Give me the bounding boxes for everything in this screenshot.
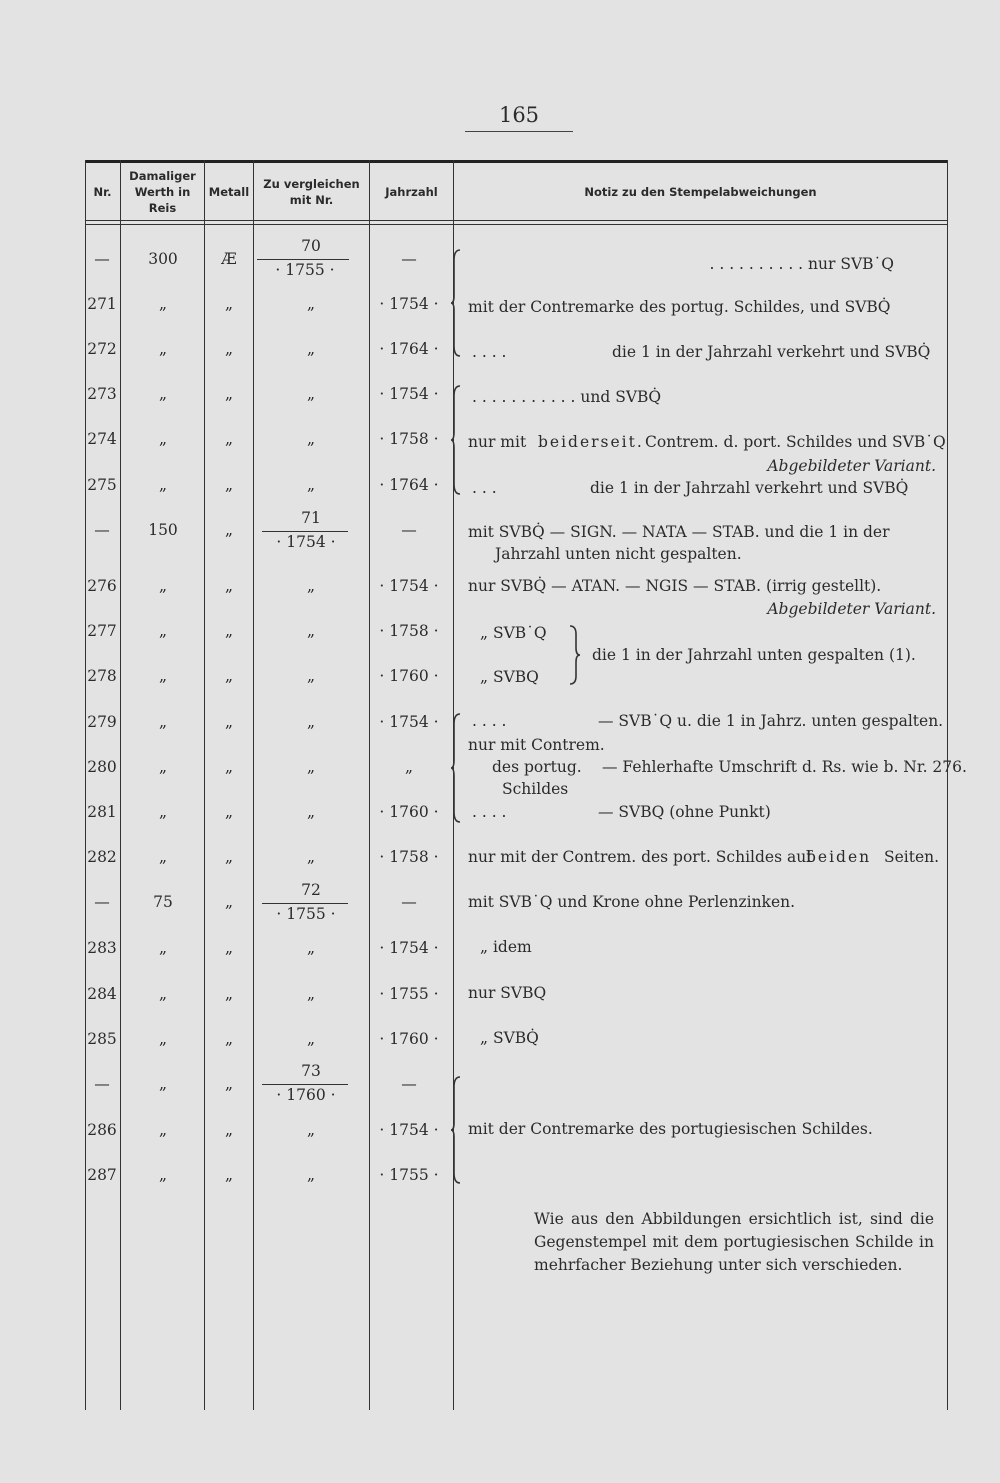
cell-werth: 300 bbox=[148, 250, 178, 268]
cell-nr: — bbox=[94, 893, 110, 911]
cell-metall: Æ bbox=[221, 250, 237, 268]
compare-ref-bottom: · 1755 · bbox=[276, 905, 336, 923]
cell-werth: „ bbox=[158, 1075, 168, 1093]
note-text: . . . . . . . . . . nur SVB˙Q bbox=[709, 255, 894, 273]
cell-metall: „ bbox=[224, 476, 234, 494]
column-divider bbox=[947, 160, 948, 1410]
cell-vergleich: „ bbox=[306, 939, 316, 957]
brace-icon bbox=[450, 248, 464, 358]
cell-jahrzahl: · 1760 · bbox=[379, 1030, 439, 1048]
cell-nr: 287 bbox=[87, 1166, 117, 1184]
note-text: mit SVB˙Q und Krone ohne Perlenzinken. bbox=[468, 893, 796, 911]
cell-jahrzahl: · 1754 · bbox=[379, 295, 439, 313]
note-text: Contrem. d. port. Schildes und SVB˙Q bbox=[645, 433, 946, 451]
cell-werth: 150 bbox=[148, 521, 178, 539]
cell-werth: „ bbox=[158, 939, 168, 957]
cell-nr: 284 bbox=[87, 985, 117, 1003]
header-metall: Metall bbox=[208, 184, 250, 199]
cell-nr: 276 bbox=[87, 577, 117, 595]
cell-vergleich: „ bbox=[306, 1166, 316, 1184]
header-vergleich: Zu vergleichen mit Nr. bbox=[263, 176, 360, 207]
page-number-rule bbox=[465, 131, 573, 132]
cell-nr: 277 bbox=[87, 622, 117, 640]
cell-jahrzahl: · 1758 · bbox=[379, 622, 439, 640]
cell-jahrzahl: — bbox=[401, 250, 417, 268]
note-text: nur mit Contrem. bbox=[468, 736, 605, 754]
cell-metall: „ bbox=[224, 939, 234, 957]
cell-nr: 271 bbox=[87, 295, 117, 313]
note-text: die 1 in der Jahrzahl verkehrt und SVBQ̇ bbox=[590, 479, 909, 497]
brace-icon bbox=[450, 1075, 464, 1185]
note-text: . . . bbox=[472, 479, 497, 497]
cell-nr: 283 bbox=[87, 939, 117, 957]
cell-werth: „ bbox=[158, 295, 168, 313]
header-werth: Damaliger Werth in Reis bbox=[129, 168, 196, 215]
cell-vergleich: „ bbox=[306, 985, 316, 1003]
cell-jahrzahl: · 1758 · bbox=[379, 430, 439, 448]
note-text: Schildes bbox=[502, 780, 569, 798]
cell-jahrzahl: „ bbox=[404, 758, 414, 776]
cell-werth: „ bbox=[158, 430, 168, 448]
cell-jahrzahl: · 1754 · bbox=[379, 939, 439, 957]
cell-vergleich: „ bbox=[306, 340, 316, 358]
cell-vergleich: „ bbox=[306, 758, 316, 776]
cell-nr: 275 bbox=[87, 476, 117, 494]
header-notiz: Notiz zu den Stempelabweichungen bbox=[584, 184, 817, 199]
header-rule bbox=[85, 220, 948, 221]
cell-werth: „ bbox=[158, 476, 168, 494]
cell-metall: „ bbox=[224, 893, 234, 911]
cell-jahrzahl: · 1754 · bbox=[379, 713, 439, 731]
header-rule-double bbox=[85, 224, 948, 225]
note-text: „ idem bbox=[480, 938, 532, 956]
cell-jahrzahl: · 1754 · bbox=[379, 577, 439, 595]
note-text: — SVB˙Q u. die 1 in Jahrz. unten gespalten. bbox=[598, 712, 944, 730]
compare-ref-top: 70 bbox=[301, 237, 321, 255]
cell-jahrzahl: · 1754 · bbox=[379, 1121, 439, 1139]
cell-nr: — bbox=[94, 521, 110, 539]
cell-werth: „ bbox=[158, 758, 168, 776]
cell-vergleich: „ bbox=[306, 385, 316, 403]
note-text-spaced: beiderseit. bbox=[538, 433, 644, 451]
cell-nr: 282 bbox=[87, 848, 117, 866]
cell-nr: 274 bbox=[87, 430, 117, 448]
compare-ref-top: 71 bbox=[301, 509, 321, 527]
header-nr: Nr. bbox=[93, 184, 112, 199]
cell-metall: „ bbox=[224, 667, 234, 685]
note-text: — SVBQ (ohne Punkt) bbox=[598, 803, 771, 821]
compare-ref-bar bbox=[257, 259, 349, 260]
compare-ref-top: 72 bbox=[301, 881, 321, 899]
cell-werth: „ bbox=[158, 1030, 168, 1048]
compare-ref-bar bbox=[262, 903, 348, 904]
cell-vergleich: „ bbox=[306, 476, 316, 494]
cell-nr: — bbox=[94, 250, 110, 268]
note-text: . . . . bbox=[472, 712, 507, 730]
cell-werth: „ bbox=[158, 1121, 168, 1139]
cell-jahrzahl: · 1755 · bbox=[379, 985, 439, 1003]
cell-werth: „ bbox=[158, 1166, 168, 1184]
cell-vergleich: „ bbox=[306, 848, 316, 866]
cell-nr: 281 bbox=[87, 803, 117, 821]
cell-nr: 285 bbox=[87, 1030, 117, 1048]
note-text: mit der Contremarke des portugiesischen Schildes. bbox=[468, 1120, 873, 1138]
cell-werth: „ bbox=[158, 803, 168, 821]
cell-vergleich: „ bbox=[306, 295, 316, 313]
cell-metall: „ bbox=[224, 1030, 234, 1048]
cell-vergleich: „ bbox=[306, 713, 316, 731]
cell-metall: „ bbox=[224, 848, 234, 866]
cell-vergleich: „ bbox=[306, 577, 316, 595]
cell-nr: 278 bbox=[87, 667, 117, 685]
cell-jahrzahl: · 1760 · bbox=[379, 667, 439, 685]
compare-ref-bottom: · 1755 · bbox=[275, 261, 335, 279]
cell-metall: „ bbox=[224, 430, 234, 448]
cell-vergleich: „ bbox=[306, 1121, 316, 1139]
note-text: „ SVBQ bbox=[480, 668, 539, 686]
cell-werth: „ bbox=[158, 340, 168, 358]
cell-metall: „ bbox=[224, 1121, 234, 1139]
cell-jahrzahl: — bbox=[401, 521, 417, 539]
note-variant: Abgebildeter Variant. bbox=[767, 600, 936, 618]
cell-nr: 273 bbox=[87, 385, 117, 403]
header-jahrzahl: Jahrzahl bbox=[385, 184, 438, 199]
cell-nr: 286 bbox=[87, 1121, 117, 1139]
cell-metall: „ bbox=[224, 985, 234, 1003]
cell-jahrzahl: · 1755 · bbox=[379, 1166, 439, 1184]
cell-werth: „ bbox=[158, 622, 168, 640]
cell-jahrzahl: · 1764 · bbox=[379, 476, 439, 494]
compare-ref-bar bbox=[262, 1084, 348, 1085]
brace-icon bbox=[450, 384, 464, 496]
cell-jahrzahl: — bbox=[401, 1075, 417, 1093]
cell-metall: „ bbox=[224, 521, 234, 539]
note-text: nur mit der Contrem. des port. Schildes auf bbox=[468, 848, 812, 866]
cell-jahrzahl: · 1764 · bbox=[379, 340, 439, 358]
cell-vergleich: „ bbox=[306, 667, 316, 685]
note-text: . . . . . . . . . . . und SVBQ̇ bbox=[472, 388, 662, 406]
note-text: mit SVBQ̇ — SIGN. — NATA — STAB. und die 1 in der bbox=[468, 523, 890, 541]
page-number: 165 bbox=[498, 103, 540, 127]
cell-vergleich: „ bbox=[306, 430, 316, 448]
cell-werth: „ bbox=[158, 713, 168, 731]
compare-ref-bottom: · 1754 · bbox=[276, 533, 336, 551]
brace-icon bbox=[568, 624, 582, 686]
note-text-spaced: beiden bbox=[806, 848, 872, 866]
cell-metall: „ bbox=[224, 1075, 234, 1093]
note-text: des portug. bbox=[492, 758, 582, 776]
note-text: nur SVBQ bbox=[468, 984, 547, 1002]
cell-werth: „ bbox=[158, 385, 168, 403]
cell-werth: „ bbox=[158, 985, 168, 1003]
cell-metall: „ bbox=[224, 758, 234, 776]
cell-werth: „ bbox=[158, 577, 168, 595]
note-text: „ SVB˙Q bbox=[480, 624, 547, 642]
cell-nr: — bbox=[94, 1075, 110, 1093]
cell-jahrzahl: — bbox=[401, 893, 417, 911]
note-text: — Fehlerhafte Umschrift d. Rs. wie b. Nr. 276. bbox=[602, 758, 967, 776]
cell-nr: 272 bbox=[87, 340, 117, 358]
cell-metall: „ bbox=[224, 385, 234, 403]
note-text: Jahrzahl unten nicht gespalten. bbox=[495, 545, 742, 563]
cell-jahrzahl: · 1754 · bbox=[379, 385, 439, 403]
cell-jahrzahl: · 1760 · bbox=[379, 803, 439, 821]
cell-werth: 75 bbox=[153, 893, 173, 911]
cell-werth: „ bbox=[158, 848, 168, 866]
note-text: . . . . bbox=[472, 803, 507, 821]
note-text: die 1 in der Jahrzahl unten gespalten (1). bbox=[592, 646, 916, 664]
note-text: Seiten. bbox=[884, 848, 940, 866]
cell-metall: „ bbox=[224, 1166, 234, 1184]
note-text: nur SVBQ̇ — ATAN. — NGIS — STAB. (irrig gestellt). bbox=[468, 577, 882, 595]
note-text: die 1 in der Jahrzahl verkehrt und SVBQ̇ bbox=[612, 343, 931, 361]
cell-vergleich: „ bbox=[306, 803, 316, 821]
note-text: „ SVBQ̇ bbox=[480, 1029, 539, 1047]
cell-metall: „ bbox=[224, 295, 234, 313]
cell-metall: „ bbox=[224, 713, 234, 731]
brace-icon bbox=[450, 712, 464, 824]
cell-jahrzahl: · 1758 · bbox=[379, 848, 439, 866]
closing-paragraph: Wie aus den Abbildungen ersichtlich ist, sind die Gegenstempel mit dem portugiesischen Schilde in mehrfacher Beziehung unter sich verschieden. bbox=[534, 1210, 934, 1274]
cell-vergleich: „ bbox=[306, 1030, 316, 1048]
note-text: nur mit bbox=[468, 433, 527, 451]
compare-ref-bar bbox=[262, 531, 348, 532]
note-text: . . . . bbox=[472, 343, 507, 361]
cell-metall: „ bbox=[224, 803, 234, 821]
cell-nr: 279 bbox=[87, 713, 117, 731]
cell-werth: „ bbox=[158, 667, 168, 685]
note-variant: Abgebildeter Variant. bbox=[767, 457, 936, 475]
compare-ref-top: 73 bbox=[301, 1062, 321, 1080]
cell-vergleich: „ bbox=[306, 622, 316, 640]
cell-metall: „ bbox=[224, 622, 234, 640]
cell-metall: „ bbox=[224, 577, 234, 595]
cell-nr: 280 bbox=[87, 758, 117, 776]
note-text: mit der Contremarke des portug. Schildes, und SVBQ̇ bbox=[468, 298, 891, 316]
cell-metall: „ bbox=[224, 340, 234, 358]
compare-ref-bottom: · 1760 · bbox=[276, 1086, 336, 1104]
